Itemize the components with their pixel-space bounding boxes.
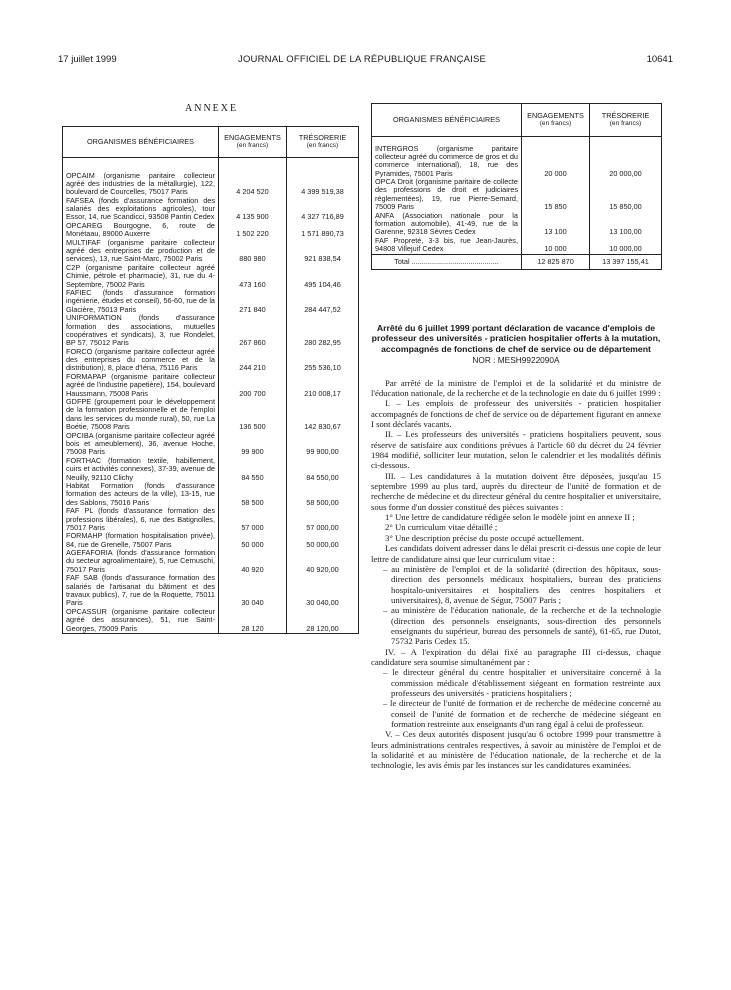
article-paragraph: II. – Les professeurs des universités - praticiens hospitaliers peuvent, sous réserve de satisfaire aux conditions prévues à l'article 60 du décret du 24 février 1984 modifié, solliciter leur mutation, selon le calendrier et les modalités définis ci-dessous.: [371, 429, 661, 471]
engagements-value: 50 000: [219, 532, 287, 549]
total-tres: 13 397 155,41: [590, 254, 662, 269]
engagements-value: 1 502 220: [219, 222, 287, 239]
engagements-value: 267 860: [219, 314, 287, 348]
table-row: [63, 432, 359, 457]
article-list-item: – le directeur de l'unité de formation et de recherche de médecine concerné au conseil de l'unité de formation et de recherche de médecine siégeant en formation restreinte aux enseignants d'un rang égal à celui de professeur.: [383, 698, 661, 729]
article-paragraph: 3° Une description précise du poste occupé actuellement.: [385, 532, 584, 543]
article-paragraph: III. – Les candidatures à la mutation doivent être déposées, jusqu'au 15 septembre 1999 au plus tard, auprès du directeur de l'unité de formation et de recherche de médecine et du directeur général du centre hospitalier et universitaire, sous forme d'un dossier constitué des pièces suivantes :: [371, 470, 661, 512]
beneficiary-name: UNIFORMATION (fonds d'assurance formation des associations, mutuelles coopératives et syndicats), 3, rue Rondelet, BP 57, 75012 Paris: [63, 314, 219, 348]
table-row: [63, 289, 359, 314]
article-paragraph: V. – Ces deux autorités disposent jusqu'au 6 octobre 1999 pour transmettre à leurs administrations centrales respectives, à savoir au ministère de l'emploi et de la solidarité et au ministère de l'éducation nationale, de la recherche et de la technologie, les avis émis par les instances sur les candidatures examinées.: [371, 729, 661, 771]
table-row: [372, 212, 662, 237]
table-row: [372, 178, 662, 212]
engagements-value: 13 100: [522, 212, 590, 237]
tresorerie-value: 4 399 519,38: [287, 172, 359, 197]
col-header-eng: ENGAGEMENTS (en francs): [219, 127, 287, 158]
tresorerie-value: 20 000,00: [590, 145, 662, 179]
col-header-eng: ENGAGEMENTS (en francs): [522, 104, 590, 137]
table-row: [63, 373, 359, 398]
engagements-value: 200 700: [219, 373, 287, 398]
table-row: [63, 482, 359, 507]
beneficiary-name: FAF Propreté, 3-3 bis, rue Jean-Jaurès, 94808 Villejuif Cedex: [372, 237, 522, 254]
article-paragraph: 2° Un curriculum vitae détaillé ;: [385, 522, 498, 533]
annexe-title: ANNEXE: [185, 103, 239, 114]
engagements-value: 880 980: [219, 239, 287, 264]
beneficiary-name: AGEFAFORIA (fonds d'assurance formation du secteur agroalimentaire), 5, rue Cernuschi, 75017 Paris: [63, 549, 219, 574]
beneficiary-name: FAFIEC (fonds d'assurance formation ingénierie, études et conseil), 56-60, rue de la Glacière, 75013 Paris: [63, 289, 219, 314]
table-row: [63, 549, 359, 574]
col-header-tres: TRÉSORERIE (en francs): [590, 104, 662, 137]
beneficiary-name: OPCA Droit (organisme paritaire de collecte des professions de droit et judiciaires réglementées), 19, rue Pierre-Semard, 75009 Paris: [372, 178, 522, 212]
engagements-value: 4 204 520: [219, 172, 287, 197]
decree-article: [371, 323, 661, 771]
tresorerie-value: 58 500,00: [287, 482, 359, 507]
beneficiary-name: OPCAREG Bourgogne, 6, route de Monétaau, 89000 Auxerre: [63, 222, 219, 239]
beneficiary-name: OPCASSUR (organisme paritaire collecteur agréé des assurances), 51, rue Saint-Georges, 75009 Paris: [63, 608, 219, 634]
engagements-value: 136 500: [219, 398, 287, 432]
col-header-org: ORGANISMES BÉNÉFICIAIRES: [372, 104, 522, 137]
engagements-value: 30 040: [219, 574, 287, 608]
tresorerie-value: 280 282,95: [287, 314, 359, 348]
beneficiary-name: FAF SAB (fonds d'assurance formation des salariés de l'artisanat du bâtiment et des travaux publics), 7, rue de la Roquette, 75011 Paris: [63, 574, 219, 608]
total-eng: 12 825 870: [522, 254, 590, 269]
table-row: [372, 145, 662, 179]
table-row: [63, 239, 359, 264]
total-row: [372, 254, 662, 269]
tresorerie-value: 84 550,00: [287, 457, 359, 482]
engagements-value: 58 500: [219, 482, 287, 507]
table-row: [63, 608, 359, 634]
beneficiary-name: FORMAPAP (organisme paritaire collecteur agréé de l'industrie papetière), 154, boulevard Haussmann, 75008 Paris: [63, 373, 219, 398]
beneficiary-name: GDFPE (groupement pour le développement de la formation professionnelle et de l'emploi dans les services du monde rural), 50, rue La Boétie, 75008 Paris: [63, 398, 219, 432]
table-row: [63, 348, 359, 373]
article-paragraph: I. – Les emplois de professeur des universités - praticien hospitalier accompagnés de fonctions de chef de service ou de département figurant en annexe I sont déclarés vacants.: [371, 398, 661, 430]
beneficiary-name: FAF PL (fonds d'assurance formation des professions libérales), 6, rue des Batignolles, 75017 Paris: [63, 507, 219, 532]
tresorerie-value: 255 536,10: [287, 348, 359, 373]
table-row: [63, 398, 359, 432]
engagements-value: 244 210: [219, 348, 287, 373]
engagements-value: 473 160: [219, 264, 287, 289]
tresorerie-value: 1 571 890,73: [287, 222, 359, 239]
engagements-value: 10 000: [522, 237, 590, 254]
tresorerie-value: 13 100,00: [590, 212, 662, 237]
beneficiary-name: FORMAHP (formation hospitalisation privée), 84, rue de Grenelle, 75007 Paris: [63, 532, 219, 549]
article-paragraph: Par arrêté de la ministre de l'emploi et de la solidarité et du ministre de l'éducation nationale, de la recherche et de la technologie en date du 6 juillet 1999 :: [371, 377, 661, 398]
article-list-item: – le directeur général du centre hospitalier et universitaire concerné à la commission médicale d'établissement siégeant en formation restreinte aux professeurs des universités - praticiens hospitaliers ;: [383, 667, 661, 698]
engagements-value: 271 840: [219, 289, 287, 314]
beneficiary-name: FAFSEA (fonds d'assurance formation des salariés des exploitations agricoles), tour Essor, 14, rue Scandicci, 93508 Pantin Cedex: [63, 197, 219, 222]
tresorerie-value: 495 104,46: [287, 264, 359, 289]
table-row: [63, 314, 359, 348]
tresorerie-value: 142 830,67: [287, 398, 359, 432]
tresorerie-value: 57 000,00: [287, 507, 359, 532]
tresorerie-value: 10 000,00: [590, 237, 662, 254]
table-row: [63, 197, 359, 222]
article-nor: NOR : MESH9922090A: [472, 354, 560, 365]
engagements-value: 4 135 900: [219, 197, 287, 222]
beneficiary-name: OPCAIM (organisme paritaire collecteur agréé des industries de la métallurgie), 122, boulevard de Courcelles, 75017 Paris: [63, 172, 219, 197]
tresorerie-value: 4 327 716,89: [287, 197, 359, 222]
table-row: [63, 172, 359, 197]
beneficiary-name: Habitat Formation (fonds d'assurance formation des acteurs de la ville), 13-15, rue des Sablons, 75016 Paris: [63, 482, 219, 507]
tresorerie-value: 28 120,00: [287, 608, 359, 634]
engagements-value: 99 900: [219, 432, 287, 457]
tresorerie-value: 40 920,00: [287, 549, 359, 574]
table-row: [63, 574, 359, 608]
beneficiary-name: FORCO (organisme paritaire collecteur agréé des entreprises du commerce et de la distribution), 8, place d'Iéna, 75116 Paris: [63, 348, 219, 373]
tresorerie-value: 210 008,17: [287, 373, 359, 398]
tresorerie-value: 50 000,00: [287, 532, 359, 549]
tresorerie-value: 30 040,00: [287, 574, 359, 608]
table-row: [372, 237, 662, 254]
beneficiary-name: INTERGROS (organisme paritaire collecteur agréé du commerce de gros et du commerce international), 18, rue des Pyramides, 75001 Paris: [372, 145, 522, 179]
engagements-value: 20 000: [522, 145, 590, 179]
article-paragraph: 1° Une lettre de candidature rédigée selon le modèle joint en annexe II ;: [385, 512, 635, 523]
beneficiary-name: FORTHAC (formation textile, habillement, cuirs et activités connexes), 37-39, avenue de Neuilly, 92110 Clichy: [63, 457, 219, 482]
article-paragraph: IV. – A l'expiration du délai fixé au paragraphe III ci-dessus, chaque candidature sera soumise simultanément par :: [371, 646, 661, 667]
tresorerie-value: 99 900,00: [287, 432, 359, 457]
tresorerie-value: 921 838,54: [287, 239, 359, 264]
table-row: [63, 264, 359, 289]
tresorerie-value: 284 447,52: [287, 289, 359, 314]
beneficiary-name: ANFA (Association nationale pour la formation automobile), 41-49, rue de la Garenne, 92318 Sèvres Cedex: [372, 212, 522, 237]
article-paragraph: Les candidats doivent adresser dans le délai prescrit ci-dessus une copie de leur lettre de candidature ainsi que leur curriculum vitae :: [371, 543, 661, 564]
engagements-value: 40 920: [219, 549, 287, 574]
page-number: 10641: [646, 54, 673, 65]
col-header-tres: TRÉSORERIE (en francs): [287, 127, 359, 158]
beneficiary-name: MULTIFAF (organisme paritaire collecteur agréé des entreprises de production et de services), 13, rue Saint-Marc, 75002 Paris: [63, 239, 219, 264]
table-row: [63, 532, 359, 549]
beneficiaries-table-left: [62, 126, 359, 634]
engagements-value: 57 000: [219, 507, 287, 532]
beneficiary-name: OPCIBA (organisme paritaire collecteur agréé bois et ameublement), 36, avenue Hoche, 75008 Paris: [63, 432, 219, 457]
article-list-item: – au ministère de l'éducation nationale, de la recherche et de la technologie (direction des personnels enseignants, sous-direction des personnels enseignants du supérieur, bureau des personnels de santé), 61-65, rue Dutot, 75732 Paris Cedex 15.: [383, 605, 661, 647]
engagements-value: 15 850: [522, 178, 590, 212]
col-header-org: ORGANISMES BÉNÉFICIAIRES: [63, 127, 219, 158]
table-row: [63, 222, 359, 239]
total-label: Total ...........................................: [372, 254, 522, 269]
engagements-value: 28 120: [219, 608, 287, 634]
beneficiaries-table-right: [371, 103, 662, 270]
journal-title: JOURNAL OFFICIEL DE LA RÉPUBLIQUE FRANÇAISE: [238, 54, 487, 65]
article-title: Arrêté du 6 juillet 1999 portant déclaration de vacance d'emplois de professeur des universités - praticien hospitalier offerts à la mutation, accompagnés de fonctions de chef de service ou de département: [371, 323, 661, 354]
engagements-value: 84 550: [219, 457, 287, 482]
beneficiary-name: C2P (organisme paritaire collecteur agréé Chimie, pétrole et pharmacie), 31, rue du 4-Septembre, 75002 Paris: [63, 264, 219, 289]
table-row: [63, 507, 359, 532]
tresorerie-value: 15 850,00: [590, 178, 662, 212]
table-row: [63, 457, 359, 482]
header-date: 17 juillet 1999: [58, 54, 117, 65]
article-list-item: – au ministère de l'emploi et de la solidarité (direction des hôpitaux, sous-direction des personnels médicaux hospitaliers, bureau des praticiens hospitalo-universitaires et hospitaliers des centres hospitaliers et universitaires), 8, avenue de Ségur, 75007 Paris ;: [383, 563, 661, 605]
